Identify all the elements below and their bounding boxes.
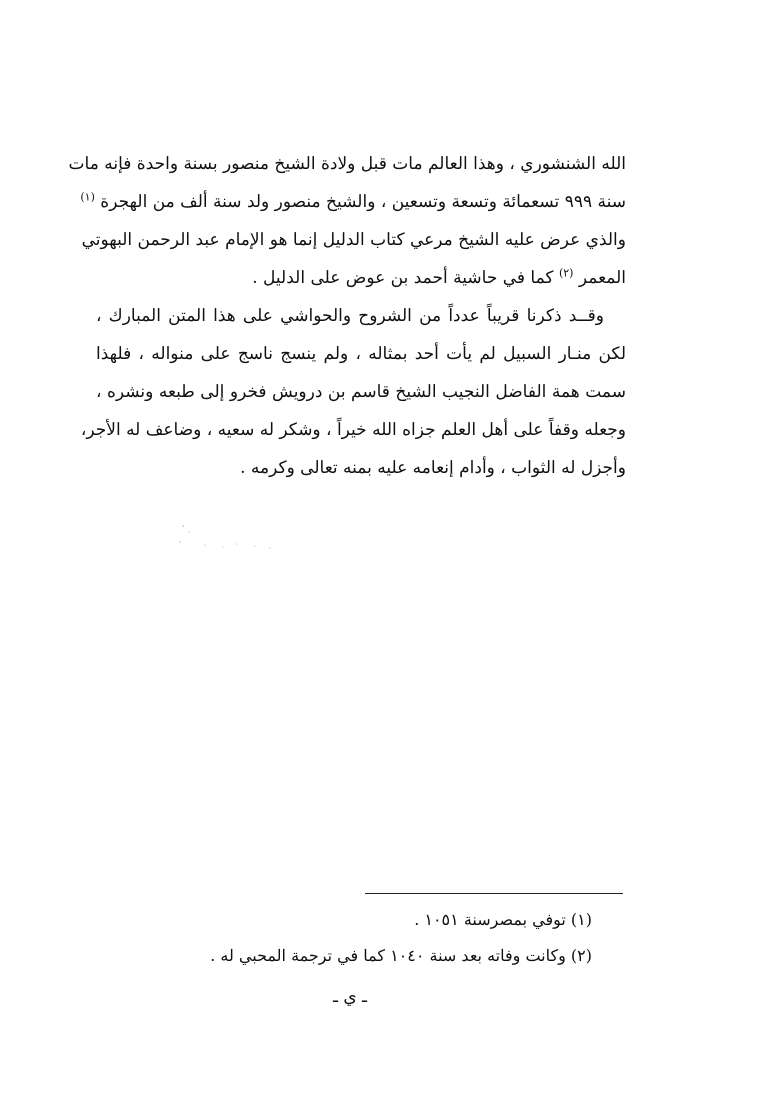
footnote-reference-2[interactable]: (٢) (558, 266, 574, 280)
text-line-8: وجعله وقفاً على أهل العلم جزاه الله خيراً ، وشكر له سعيه ، وضاعف له الأجر، (80, 420, 626, 440)
text-line-4-content: كما في حاشية أحمد بن عوض على الدليل . (252, 268, 554, 288)
scan-smudge (175, 520, 285, 560)
footnotes (150, 902, 592, 974)
text-line-4-word: المعمر (578, 268, 626, 288)
main-text (68, 145, 626, 487)
text-line-5: وقــد ذكرنا قريباً عدداً من الشروح والحواشي على هذا المتن المبارك ، (96, 306, 604, 326)
text-line-6: لكن منـار السبيل لم يأت أحد بمثاله ، ولم ينسج ناسج على منواله ، فلهذا (96, 344, 626, 364)
footnote-2: (٢) وكانت وفاته بعد سنة ١٠٤٠ كما في ترجمة المحبي له . (210, 946, 592, 965)
text-line-1: الله الشنشوري ، وهذا العالم مات قبل ولادة الشيخ منصور بسنة واحدة فإنه مات (68, 154, 626, 174)
text-line-3: والذي عرض عليه الشيخ مرعي كتاب الدليل إنما هو الإمام عبد الرحمن البهوتي (81, 230, 626, 250)
text-line-2 (80, 183, 626, 221)
footnote-reference-1[interactable]: (١) (80, 190, 95, 204)
footnote-separator (365, 893, 623, 894)
footnote-1: (١) توفي بمصرسنة ١٠٥١ . (414, 910, 592, 929)
text-line-9: وأجزل له الثواب ، وأدام إنعامه عليه بمنه تعالى وكرمه . (240, 458, 626, 478)
text-line-7: سمت همة الفاضل النجيب الشيخ قاسم بن درويش فخرو إلى طبعه ونشره ، (96, 382, 626, 402)
text-line-4 (96, 259, 626, 297)
page-number: ـ ي ـ (332, 987, 368, 1007)
text-line-2-content: سنة ٩٩٩ تسعمائة وتسعة وتسعين ، والشيخ منصور ولد سنة ألف من الهجرة (100, 192, 626, 212)
